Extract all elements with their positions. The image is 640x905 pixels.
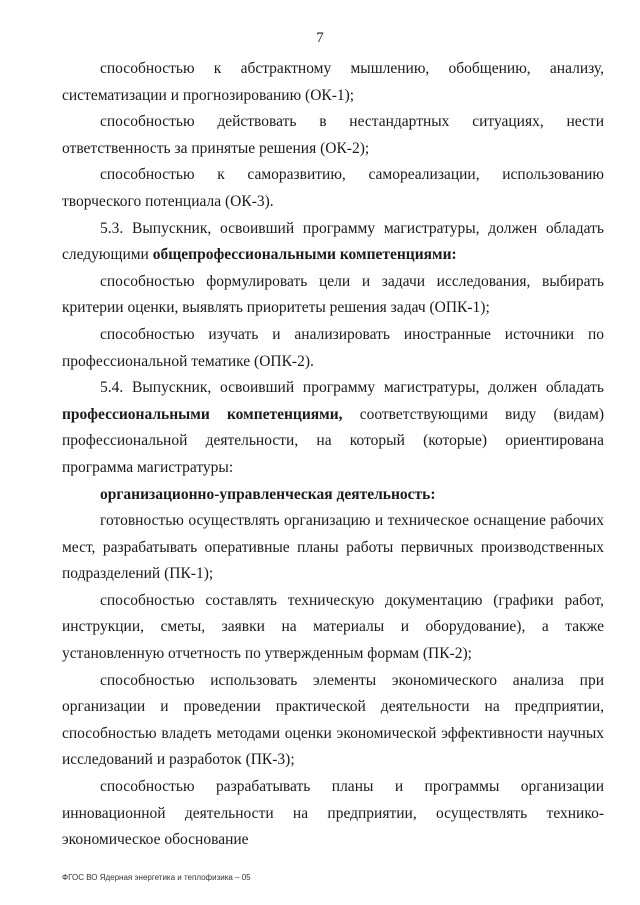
competency-pk3: способностью использовать элементы экономического анализа при организации и проведении практической деятельности на предприятии, способностью владеть методами оценки экономической эффективности научных исследований и разработок (ПК-3); — [62, 671, 604, 769]
activity-heading: организационно-управленческая деятельность: — [100, 485, 436, 503]
document-body — [62, 56, 604, 854]
section-5-3-bold: общепрофессиональными компетенциями: — [152, 246, 457, 264]
section-5-4-rest: соответствующими виду (видам) профессиональной деятельности, на который (которые) ориентирована программа магистратуры: — [62, 405, 604, 476]
section-5-4 — [62, 375, 604, 481]
section-5-4-bold: профессиональными компетенциями, — [62, 405, 343, 423]
competency-pk1: готовностью осуществлять организацию и техническое оснащение рабочих мест, разрабатывать оперативные планы работы первичных производственных подразделений (ПК-1); — [62, 512, 604, 583]
page-footer: ФГОС ВО Ядерная энергетика и теплофизика – 05 — [62, 873, 251, 882]
competency-opk1: способностью формулировать цели и задачи исследования, выбирать критерии оценки, выявлять приоритеты решения задач (ОПК-1); — [62, 272, 604, 317]
page-number: 7 — [316, 30, 324, 46]
section-5-3-text: 5.3. Выпускник, освоивший программу магистратуры, должен обладать следующими — [62, 219, 604, 264]
competency-ok2: способностью действовать в нестандартных ситуациях, нести ответственность за принятые решения (ОК-2); — [62, 113, 604, 157]
competency-pk2: способностью составлять техническую документацию (графики работ, инструкции, сметы, заявки на материалы и оборудование), а также установленную отчетность по утвержденным формам (ПК-2); — [62, 591, 604, 663]
competency-opk2: способностью изучать и анализировать иностранные источники по профессиональной тематике (ОПК-2). — [62, 325, 604, 370]
section-5-4-text: 5.4. Выпускник, освоивший программу магистратуры, должен обладать — [100, 379, 604, 397]
competency-ok1: способностью к абстрактному мышлению, обобщению, анализу, систематизации и прогнозированию (ОК-1); — [62, 60, 604, 104]
section-5-3 — [62, 216, 604, 269]
competency-ok3: способностью к саморазвитию, самореализации, использованию творческого потенциала (ОК-3). — [62, 166, 604, 210]
competency-pk4: способностью разрабатывать планы и программы организации инновационной деятельности на предприятии, осуществлять технико-экономическое обоснование — [62, 778, 604, 849]
